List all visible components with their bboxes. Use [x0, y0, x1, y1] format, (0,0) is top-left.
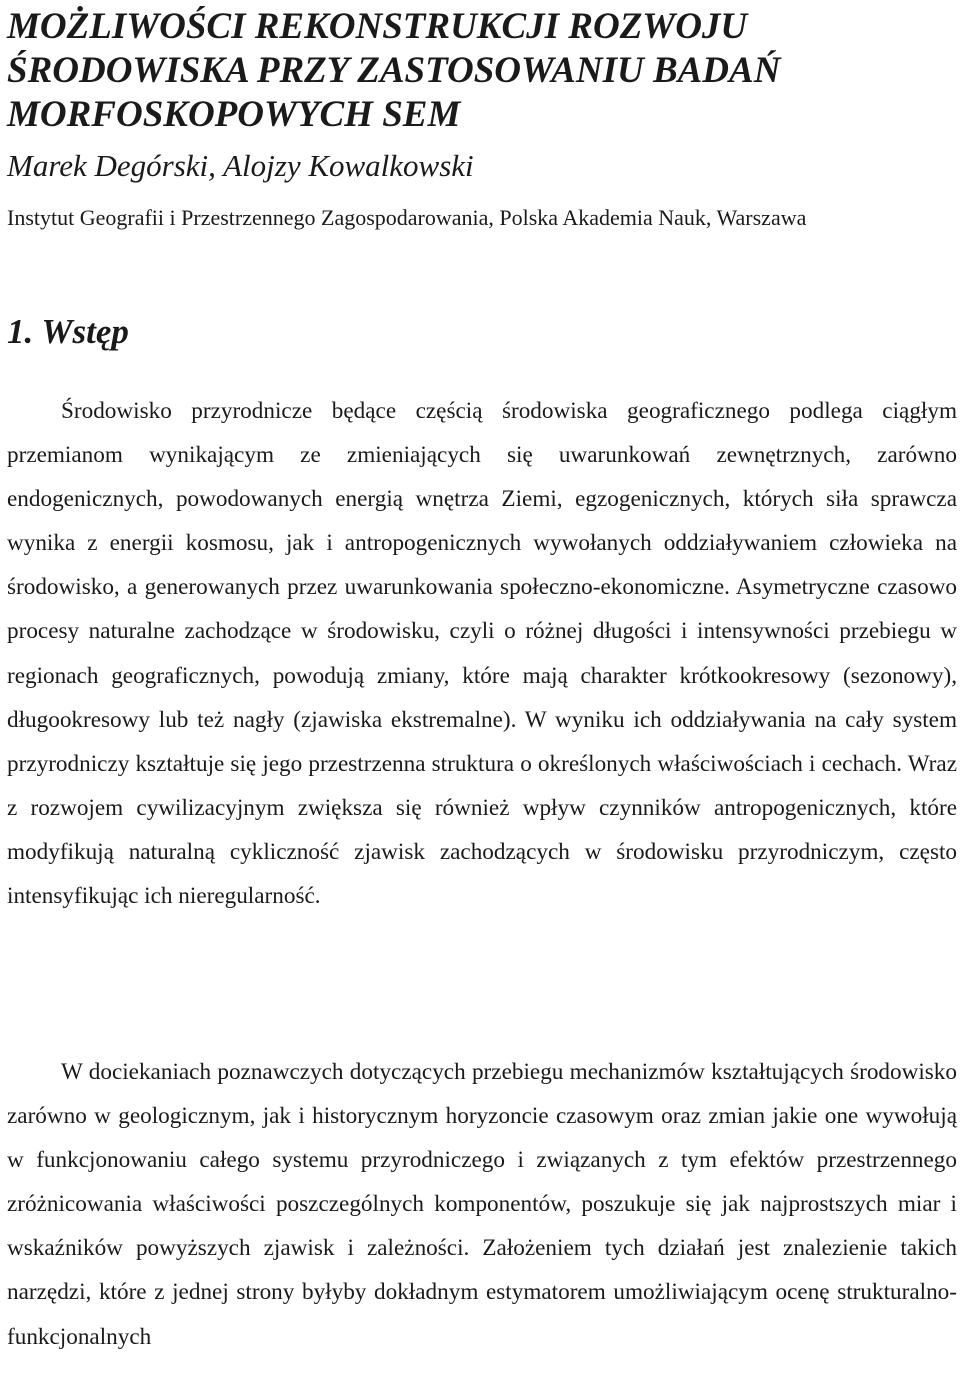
paragraph-1: Środowisko przyrodnicze będące częścią środowiska geograficznego podlega ciągłym przemianom wynikającym ze zmieniających się uwarunkowań zewnętrznych, zarówno endogenicznych, powodowanych energią wnętrza Ziemi, egzogenicznych, których siła sprawcza wynika z energii kosmosu, jak i antropogenicznych wywołanych oddziaływaniem człowieka na środowisko, a generowanych przez uwarunkowania społeczno-ekonomiczne. Asymetryczne czasowo procesy naturalne zachodzące w środowisku, czyli o różnej długości i intensywności przebiegu w regionach geograficznych, powodują zmiany, które mają charakter krótkookresowy (sezonowy), długookresowy lub też nagły (zjawiska ekstremalne). W wyniku ich oddziaływania na cały system przyrodniczy kształtuje się jego przestrzenna struktura o określonych właściwościach i cechach. Wraz z rozwojem cywilizacyjnym zwiększa się również wpływ czynników antropogenicznych, które modyfikują naturalną cykliczność zjawisk zachodzących w środowisku przyrodniczym, często intensyfikując ich nieregularność.	[7, 398, 957, 910]
section-heading: 1. Wstęp	[7, 312, 129, 351]
paper-title	[7, 5, 780, 137]
title-line-1: MOŻLIWOŚCI REKONSTRUKCJI ROZWOJU	[7, 6, 748, 47]
paragraph-2: W dociekaniach poznawczych dotyczących przebiegu mechanizmów kształtujących środowisko zarówno w geologicznym, jak i historycznym horyzoncie czasowym oraz zmian jakie one wywołują w funkcjonowaniu całego systemu przyrodniczego i związanych z tym efektów przestrzennego zróżnicowania właściwości poszczególnych komponentów, poszukuje się jak najprostszych miar i wskaźników powyższych zjawisk i zależności. Założeniem tych działań jest znalezienie takich narzędzi, które z jednej strony byłyby dokładnym estymatorem umożliwiającym ocenę strukturalno-funkcjonalnych	[7, 1059, 957, 1350]
title-line-3: MORFOSKOPOWYCH SEM	[7, 94, 461, 135]
authors: Marek Degórski, Alojzy Kowalkowski	[7, 148, 474, 183]
affiliation: Instytut Geografii i Przestrzennego Zagospodarowania, Polska Akademia Nauk, Warszawa	[7, 205, 807, 230]
title-line-2: ŚRODOWISKA PRZY ZASTOSOWANIU BADAŃ	[7, 50, 781, 91]
